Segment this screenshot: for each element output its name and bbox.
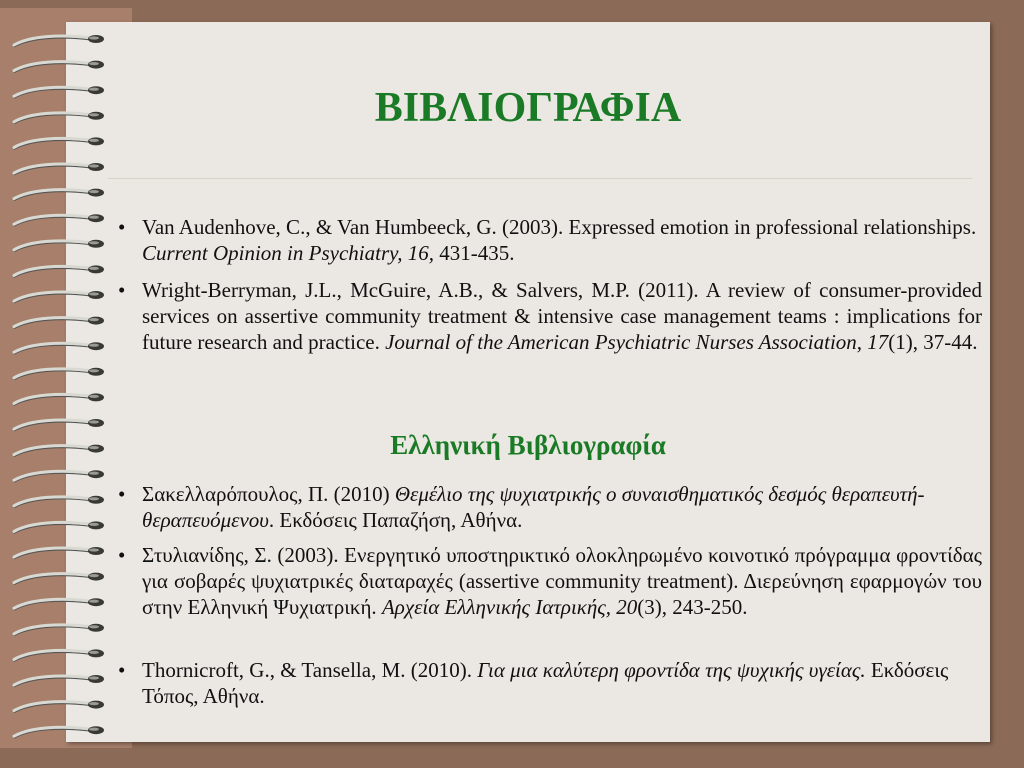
binding-ring <box>14 393 104 405</box>
binding-ring <box>14 163 104 175</box>
bullet-icon: • <box>118 658 126 682</box>
binding-ring <box>14 726 104 738</box>
reference-journal: Journal of the American Psychiatric Nurses Association, 17 <box>385 330 889 354</box>
bullet-icon: • <box>118 215 126 239</box>
bullet-icon: • <box>118 482 126 506</box>
reference-authors: Van Audenhove, C., & Van Humbeeck, G. (2003). Expressed emotion in professional relationships. <box>142 215 977 239</box>
binding-ring <box>14 470 104 482</box>
title-divider <box>108 178 972 179</box>
binding-ring <box>14 214 104 226</box>
binding-ring <box>14 573 104 585</box>
bullet-icon: • <box>118 543 126 567</box>
reference-item-4 <box>118 542 982 620</box>
reference-publisher: . Εκδόσεις Παπαζήση, Αθήνα. <box>268 508 523 532</box>
reference-authors: Στυλιανίδης, Σ. (2003). Ενεργητικό υποστηρικτικό ολοκληρωμένο κοινοτικό πρόγραμμα φροντίδας για σοβαρές ψυχιατρικές διαταραχές (assertive community treatment). Διερεύνηση εφαρμογών του στην Ελληνική Ψυχιατρική. <box>142 543 982 619</box>
binding-ring <box>14 137 104 149</box>
binding-ring <box>14 35 104 47</box>
reference-authors: Wright-Berryman, J.L., McGuire, A.B., & Salvers, M.P. (2011). A review of consumer-provided services on assertive community treatment & intensive case management teams : implications for future research and practice. <box>142 278 982 354</box>
greek-bibliography-heading: Ελληνική Βιβλιογραφία <box>390 430 666 460</box>
reference-book-title: Για μια καλύτερη φροντίδα της ψυχικής υγείας. <box>477 658 866 682</box>
reference-journal: Αρχεία Ελληνικής Ιατρικής, 20 <box>381 595 638 619</box>
reference-authors: Thornicroft, G., & Tansella, M. (2010). <box>142 658 478 682</box>
binding-ring <box>14 61 104 73</box>
reference-item-3 <box>118 481 982 533</box>
binding-ring <box>14 317 104 329</box>
binding-ring <box>14 547 104 559</box>
reference-authors: Σακελλαρόπουλος, Π. (2010) <box>142 482 395 506</box>
reference-publisher: Εκδόσεις Τόπος, Αθήνα. <box>142 658 949 708</box>
bullet-icon: • <box>118 278 126 302</box>
binding-ring <box>14 521 104 533</box>
reference-pages: (3), 243-250. <box>637 595 748 619</box>
binding-ring <box>14 368 104 380</box>
binding-ring <box>14 265 104 277</box>
binding-ring <box>14 649 104 661</box>
reference-book-title: Θεμέλιο της ψυχιατρικής ο συναισθηματικός δεσμός θεραπευτή-θεραπευόμενου <box>142 482 925 532</box>
binding-ring <box>14 496 104 508</box>
binding-ring <box>14 189 104 201</box>
binding-ring <box>14 240 104 252</box>
reference-item-5 <box>118 657 982 709</box>
page-title: ΒΙΒΛΙΟΓΡΑΦΙΑ <box>374 85 682 131</box>
binding-ring <box>14 342 104 354</box>
reference-pages: 431-435. <box>434 241 515 265</box>
binding-ring <box>14 598 104 610</box>
reference-journal: Current Opinion in Psychiatry, 16, <box>142 241 435 265</box>
binding-ring <box>14 624 104 636</box>
reference-pages: (1), 37-44. <box>888 330 978 354</box>
binding-ring <box>14 701 104 713</box>
binding-ring <box>14 675 104 687</box>
binding-ring <box>14 291 104 303</box>
reference-item-2 <box>118 277 982 355</box>
reference-item-1 <box>118 214 982 266</box>
